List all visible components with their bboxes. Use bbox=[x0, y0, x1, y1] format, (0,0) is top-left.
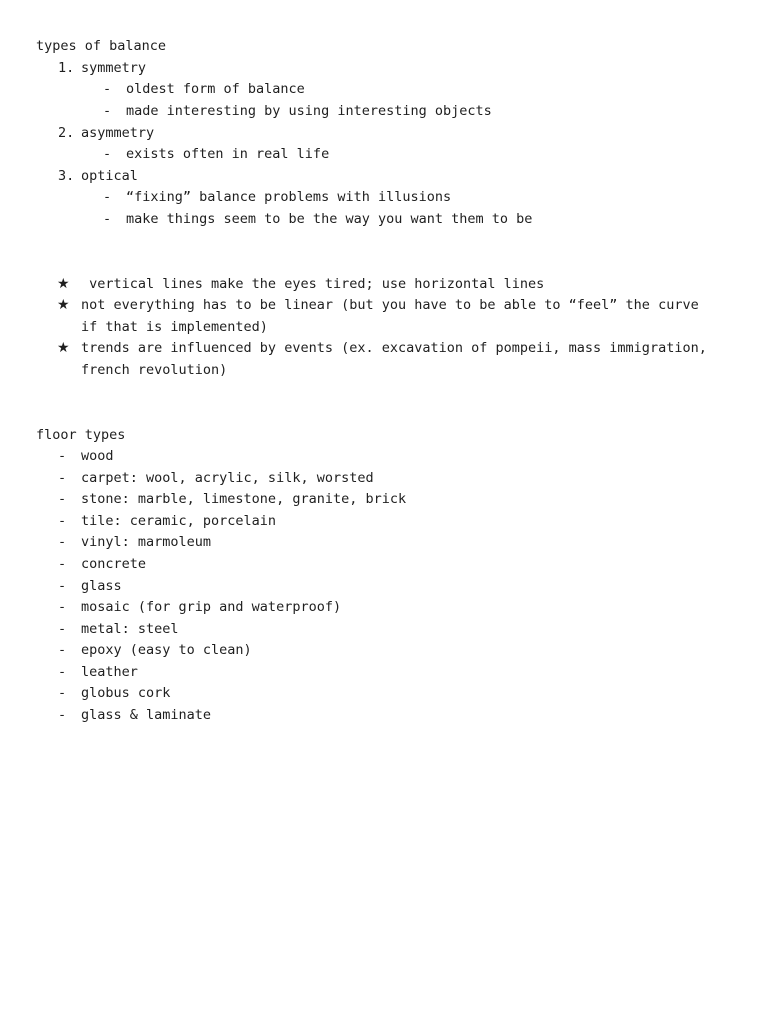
bullet-dash: - bbox=[58, 513, 67, 529]
list-item-symmetry: symmetry bbox=[81, 60, 147, 76]
floor-item: stone: marble, limestone, granite, brick bbox=[81, 491, 407, 507]
sub-item: oldest form of balance bbox=[126, 81, 305, 97]
floor-item: carpet: wool, acrylic, silk, worsted bbox=[81, 470, 374, 486]
star-icon: ★ bbox=[57, 340, 70, 356]
floor-item: wood bbox=[81, 448, 114, 464]
floor-item: concrete bbox=[81, 556, 147, 572]
bullet-dash: - bbox=[58, 642, 67, 658]
balance-heading: types of balance bbox=[36, 38, 167, 54]
bullet-dash: - bbox=[103, 146, 112, 162]
bullet-dash: - bbox=[58, 599, 67, 615]
sub-item: make things seem to be the way you want them to be bbox=[126, 211, 533, 227]
bullet-dash: - bbox=[58, 491, 67, 507]
list-number: 1. bbox=[58, 60, 75, 76]
bullet-dash: - bbox=[103, 103, 112, 119]
floors-heading: floor types bbox=[36, 427, 126, 443]
bullet-dash: - bbox=[58, 621, 67, 637]
star-icon: ★ bbox=[57, 276, 70, 292]
list-number: 2. bbox=[58, 125, 75, 141]
note-item-continuation: french revolution) bbox=[81, 362, 228, 378]
bullet-dash: - bbox=[58, 707, 67, 723]
bullet-dash: - bbox=[58, 448, 67, 464]
star-icon: ★ bbox=[57, 297, 70, 313]
floor-item: epoxy (easy to clean) bbox=[81, 642, 252, 658]
note-item: vertical lines make the eyes tired; use horizontal lines bbox=[81, 276, 545, 292]
sub-item: exists often in real life bbox=[126, 146, 330, 162]
list-item-asymmetry: asymmetry bbox=[81, 125, 155, 141]
floor-item: tile: ceramic, porcelain bbox=[81, 513, 277, 529]
sub-item: made interesting by using interesting objects bbox=[126, 103, 492, 119]
floor-item: vinyl: marmoleum bbox=[81, 534, 212, 550]
note-item: trends are influenced by events (ex. excavation of pompeii, mass immigration, bbox=[81, 340, 707, 356]
bullet-dash: - bbox=[58, 556, 67, 572]
floor-item: metal: steel bbox=[81, 621, 179, 637]
bullet-dash: - bbox=[58, 664, 67, 680]
floor-item: glass & laminate bbox=[81, 707, 212, 723]
bullet-dash: - bbox=[103, 81, 112, 97]
list-item-optical: optical bbox=[81, 168, 138, 184]
sub-item: “fixing” balance problems with illusions bbox=[126, 189, 452, 205]
note-item: not everything has to be linear (but you have to be able to “feel” the curve bbox=[81, 297, 699, 313]
floor-item: mosaic (for grip and waterproof) bbox=[81, 599, 342, 615]
list-number: 3. bbox=[58, 168, 75, 184]
note-item-continuation: if that is implemented) bbox=[81, 319, 268, 335]
floor-item: leather bbox=[81, 664, 138, 680]
bullet-dash: - bbox=[58, 578, 67, 594]
bullet-dash: - bbox=[58, 685, 67, 701]
floor-item: glass bbox=[81, 578, 122, 594]
bullet-dash: - bbox=[103, 189, 112, 205]
floor-item: globus cork bbox=[81, 685, 171, 701]
bullet-dash: - bbox=[58, 534, 67, 550]
bullet-dash: - bbox=[103, 211, 112, 227]
bullet-dash: - bbox=[58, 470, 67, 486]
